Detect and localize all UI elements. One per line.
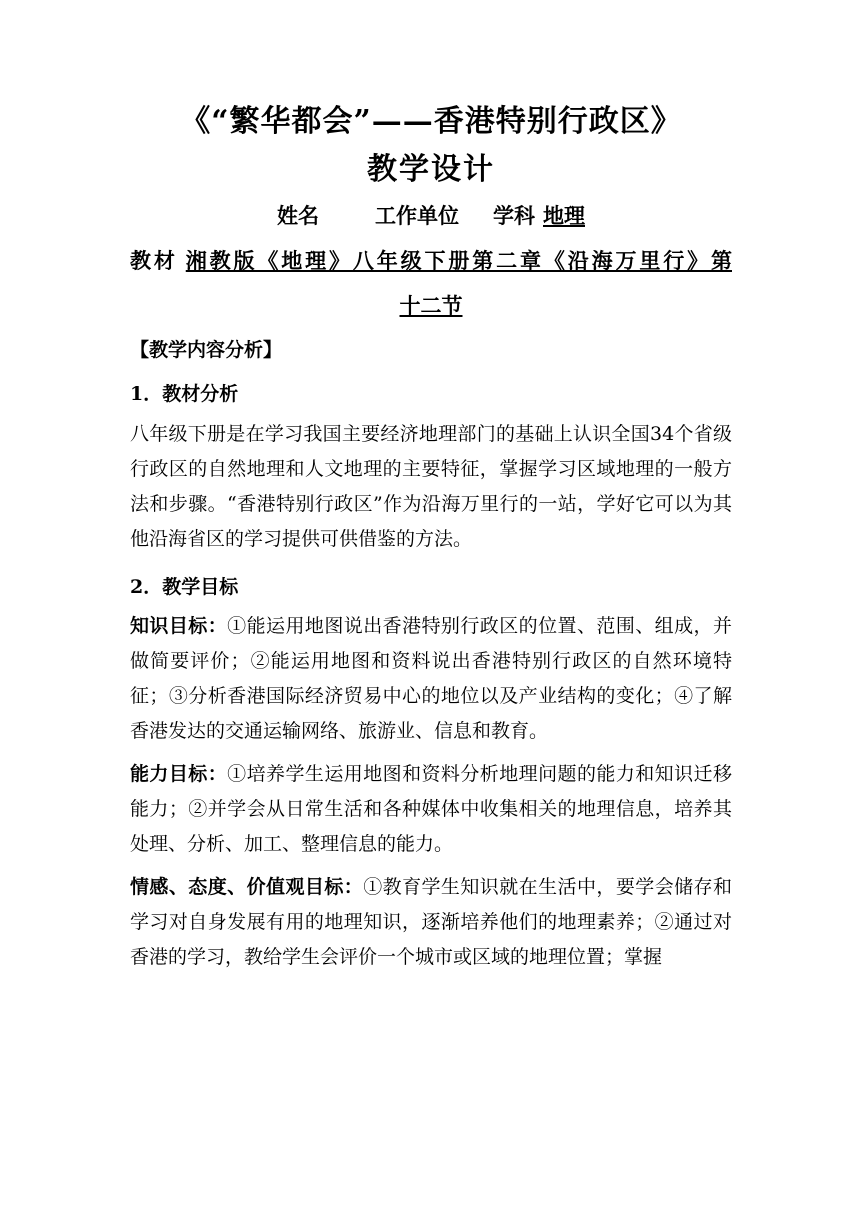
subheading-teaching-goals: 2．教学目标: [130, 576, 239, 598]
textbook-value-line1: 湘教版《地理》八年级下册第二章《沿海万里行》第: [185, 248, 732, 273]
textbook-value-line2: 十二节: [399, 293, 463, 318]
paragraph-emotion-goal: [130, 870, 732, 975]
document-subtitle: 教学设计: [367, 152, 495, 187]
ability-goal-text: ①培养学生运用地图和资料分析地理问题的能力和知识迁移能力；②并学会从日常生活和各种媒体中收集相关的地理信息，培养其处理、分析、加工、整理信息的能力。: [130, 763, 732, 855]
knowledge-goal-label: 知识目标：: [130, 615, 228, 637]
ability-goal-label: 能力目标：: [130, 763, 228, 785]
emotion-goal-label: 情感、态度、价值观目标：: [130, 876, 364, 898]
unit-label: 工作单位: [375, 203, 459, 228]
document-title: 《“繁华都会”——香港特别行政区》: [180, 104, 682, 139]
textbook-label: 教材: [130, 248, 178, 273]
knowledge-goal-text: ①能运用地图说出香港特别行政区的位置、范围、组成，并做简要评价；②能运用地图和资料说出香港特别行政区的自然环境特征；③分析香港国际经济贸易中心的地位以及产业结构的变化；④了解香港发达的交通运输网络、旅游业、信息和教育。: [130, 615, 732, 742]
paragraph-textbook-analysis: 八年级下册是在学习我国主要经济地理部门的基础上认识全国34个省级行政区的自然地理和人文地理的主要特征，掌握学习区域地理的一般方法和步骤。“香港特别行政区”作为沿海万里行的一站，学好它可以为其他沿海省区的学习提供可供借鉴的方法。: [130, 423, 732, 550]
document-body: [130, 98, 732, 983]
name-label: 姓名: [277, 203, 319, 228]
meta-line: [130, 194, 732, 238]
paragraph-knowledge-goal: [130, 609, 732, 749]
paragraph-ability-goal: [130, 757, 732, 862]
subheading-textbook-analysis: 1．教材分析: [130, 383, 239, 405]
section-heading: 【教学内容分析】: [130, 339, 283, 361]
textbook-line: [130, 238, 732, 284]
subject-label: 学科: [493, 203, 535, 228]
subject-value: 地理: [543, 203, 585, 228]
emotion-goal-text: ①教育学生知识就在生活中，要学会储存和学习对自身发展有用的地理知识，逐渐培养他们的地理素养；②通过对香港的学习，教给学生会评价一个城市或区域的地理位置；掌握: [130, 876, 732, 968]
